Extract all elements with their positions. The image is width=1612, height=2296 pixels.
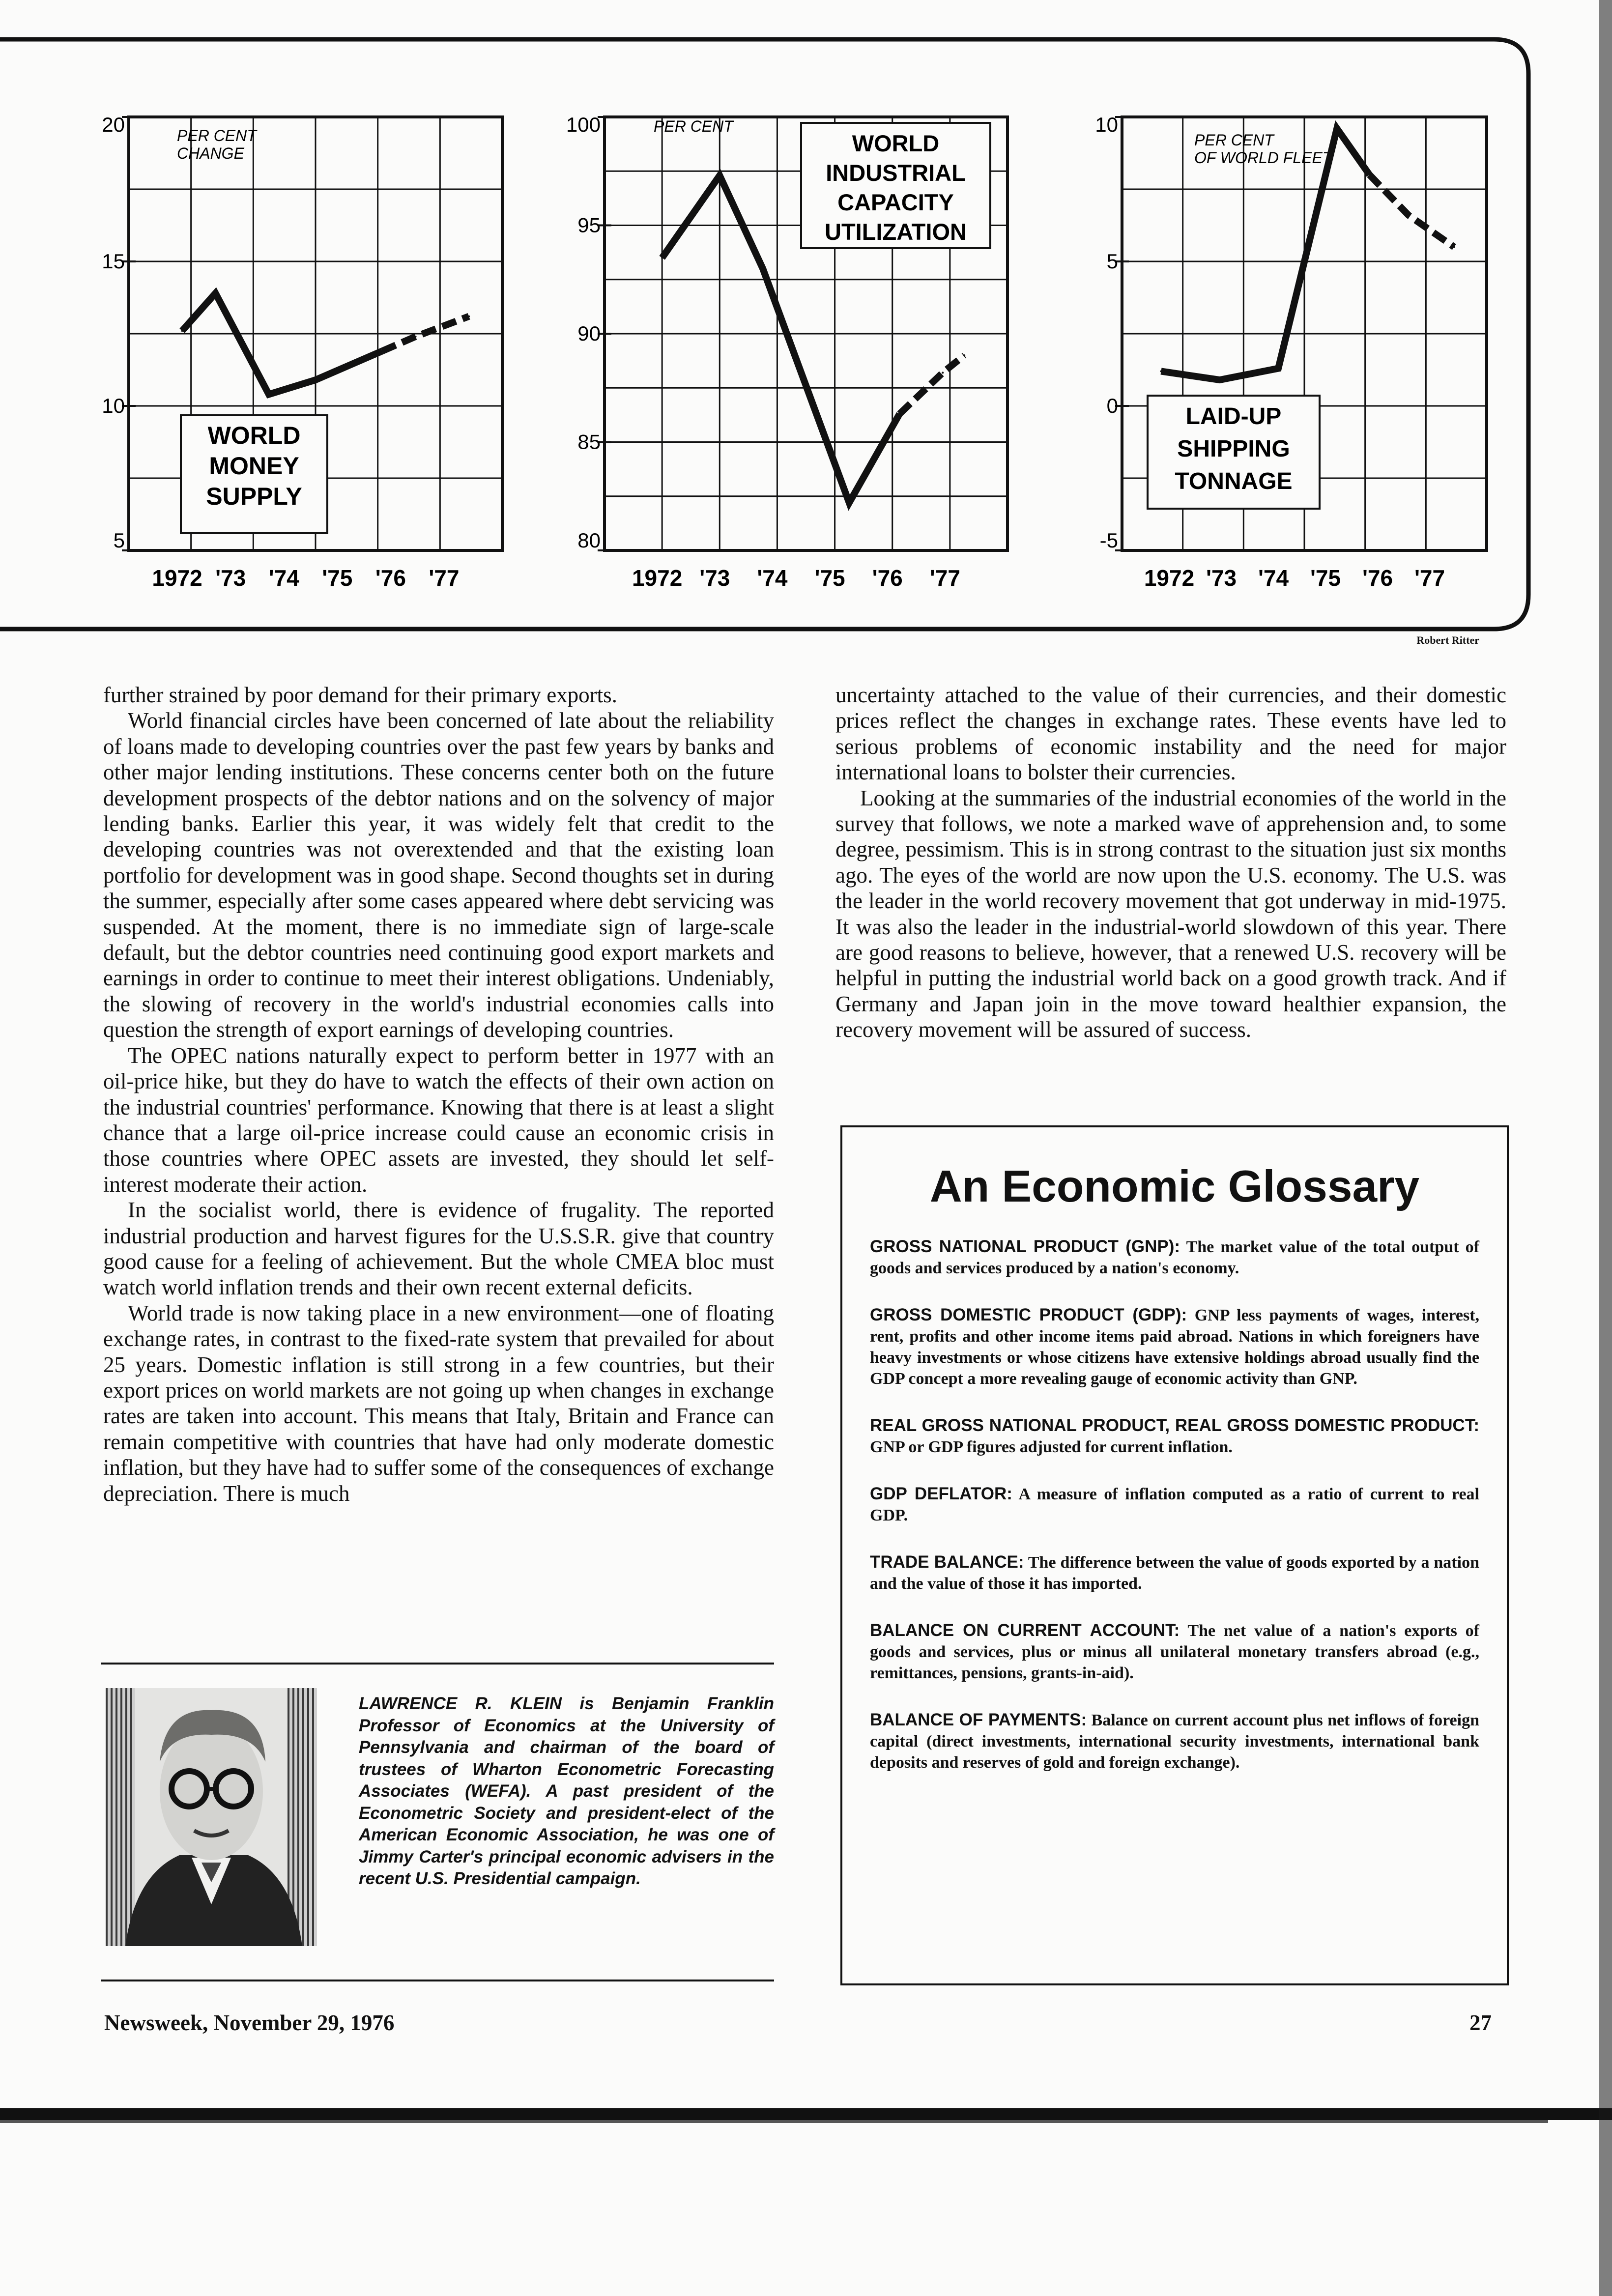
glossary-definition: GNP less payments of wages, interest, rent, profits and other income items paid abroad. Nations in which foreigners have heavy investments or whose citizens have extensive holdings abroad usually find the GDP concept a more revealing gauge of economic activity than GNP. [870, 1306, 1480, 1388]
article-left-column [103, 682, 774, 1506]
data-point [415, 336, 417, 338]
x-tick-label: 1972 [152, 565, 202, 591]
page-edge-shadow [1592, 0, 1612, 2296]
divider [101, 1980, 774, 1981]
series-line-projected [1370, 175, 1454, 247]
author-photo [106, 1688, 317, 1946]
y-tick-label: 5 [113, 529, 125, 552]
data-point [1369, 174, 1371, 176]
chart-title-line: MONEY [209, 452, 299, 480]
y-tick-label: 100 [566, 113, 601, 136]
x-tick-label: 1972 [1144, 565, 1195, 591]
glossary-term: REAL GROSS NATIONAL PRODUCT, REAL GROSS DOMESTIC PRODUCT: [870, 1416, 1479, 1435]
x-tick-label: '77 [929, 565, 960, 591]
x-tick-label: '76 [1362, 565, 1393, 591]
data-point [963, 354, 965, 356]
paragraph: further strained by poor demand for their primary exports. [103, 683, 617, 707]
paragraph: World trade is now taking place in a new environment—one of floating exchange rates, in contrast to the fixed-rate system that prevailed for about 25 years. Domestic inflation is still strong in a few countries, but their export prices on world markets are not going up when changes in exchange rates are taken into account. This means that Italy, Britain and France can remain competitive with countries that have had only moderate domestic inflation, but they have had to suffer some of the consequences of exchange depreciation. There is much [103, 1300, 774, 1506]
x-tick-label: '73 [1206, 565, 1237, 591]
glossary-entry [870, 1415, 1479, 1458]
paragraph: Looking at the summaries of the industrial economies of the world in the survey that follows, we note a marked wave of apprehension and, to some degree, pessimism. This is in strong contrast to the situation just six months ago. The eyes of the world are now upon the U.S. economy. The U.S. was the leader in the world recovery movement that got underway in mid-1975. It was also the leader in the industrial-world slowdown of this year. There are good reasons to believe, however, that a renewed U.S. recovery will be helpful in putting the industrial world back on a good growth track. And if Germany and Japan join in the move toward healthier expansion, the recovery movement will be assured of success. [835, 785, 1506, 1042]
chart-title-line: SHIPPING [1177, 436, 1290, 462]
x-tick-label: '75 [814, 565, 845, 591]
data-point [1277, 368, 1279, 370]
glossary-definition: The net value of a nation's exports of goods and services, plus or minus all unilateral monetary transfers abroad (e.g., remittances, pensions, grants-in-aid). [870, 1622, 1479, 1682]
data-point [1160, 370, 1162, 372]
chart-world-industrial-capacity-utilization [566, 113, 1008, 591]
data-point [762, 268, 764, 270]
glossary-term: BALANCE ON CURRENT ACCOUNT: [870, 1621, 1180, 1640]
data-point [1336, 128, 1338, 130]
chart-title-line: LAID-UP [1185, 403, 1282, 430]
y-tick-label: 0 [1106, 394, 1118, 417]
x-tick-label: '73 [215, 565, 246, 591]
article-right-column [835, 682, 1506, 1043]
chart-title-line: WORLD [207, 422, 301, 449]
author-bio: LAWRENCE R. KLEIN is Benjamin Franklin Professor of Economics at the University of Pennsylvania and chairman of the board of trustees of Wharton Econometric Forecasting Associates (WEFA). A past president of the Econometric Society and president-elect of the American Economic Association, he was one of Jimmy Carter's principal economic advisers in the recent U.S. Presidential campaign. [359, 1694, 774, 1888]
glossary-term: GDP DEFLATOR: [870, 1484, 1012, 1503]
glossary-entry [870, 1304, 1479, 1389]
series-line-projected [899, 355, 964, 414]
x-tick-label: '76 [375, 565, 406, 591]
data-point [181, 330, 183, 332]
glossary-list [870, 1236, 1479, 1799]
x-tick-label: '77 [1414, 565, 1445, 591]
glossary-definition: GNP or GDP figures adjusted for current inflation. [870, 1438, 1233, 1456]
data-point [942, 372, 944, 373]
data-point [898, 413, 900, 415]
axis-label: OF WORLD FLEET [1194, 149, 1332, 167]
data-point [719, 174, 720, 176]
bottom-rule [0, 2108, 1612, 2120]
chart-laid-up-shipping-tonnage [1095, 113, 1487, 591]
data-point [268, 393, 270, 395]
chart-title-line: SUPPLY [206, 483, 302, 510]
data-point [848, 502, 850, 504]
chart-title-line: CAPACITY [837, 189, 954, 215]
y-tick-label: 10 [102, 394, 125, 417]
glossary-entry [870, 1709, 1479, 1773]
data-point [1219, 379, 1221, 381]
axis-label: CHANGE [177, 144, 244, 162]
chart-world-money-supply [102, 113, 502, 591]
y-tick-label: 10 [1095, 113, 1118, 136]
x-tick-label: '76 [872, 565, 903, 591]
x-tick-label: '74 [268, 565, 299, 591]
y-tick-label: -5 [1099, 529, 1118, 552]
glossary-term: GROSS NATIONAL PRODUCT (GNP): [870, 1237, 1180, 1256]
chart-banner [0, 29, 1533, 639]
data-point [1408, 214, 1410, 216]
y-tick-label: 15 [102, 250, 125, 273]
glossary-entry [870, 1551, 1479, 1594]
glossary-entry [870, 1483, 1479, 1526]
axis-label: PER CENT [1194, 131, 1274, 149]
x-tick-label: '75 [1310, 565, 1341, 591]
y-tick-label: 85 [577, 430, 601, 454]
glossary-definition: The difference between the value of goods exported by a nation and the value of those it has imported. [870, 1553, 1479, 1593]
glossary-definition: The market value of the total output of goods and services produced by a nation's economy. [870, 1238, 1480, 1277]
axis-label: PER CENT [654, 117, 733, 135]
data-point [661, 257, 663, 259]
glossary-entry [870, 1236, 1479, 1279]
glossary-definition: Balance on current account plus net inflows of foreign capital (direct investments, international security investments, international bank deposits and reserves of gold and foreign exchange). [870, 1711, 1480, 1772]
y-tick-label: 5 [1106, 250, 1118, 273]
data-point [468, 316, 470, 317]
publication-footer: Newsweek, November 29, 1976 [104, 2010, 395, 2035]
chart-title-line: TONNAGE [1175, 468, 1293, 494]
chart-title-line: WORLD [852, 130, 940, 156]
paragraph: World financial circles have been concerned of late about the reliability of loans made to developing countries over the past few years by banks and other major lending institutions. These concerns center both on the future development prospects of the debtor nations and on the solvency of major lending banks. Earlier this year, it was widely felt that credit to the developing countries was not overextended and that the existing loan portfolio for development was in good shape. Second thoughts set in during the summer, especially after some cases appeared where debt servicing was suspended. At the moment, there is no immediate sign of large-scale default, but the debtor countries need continuing good export markets and earnings in order to continue to meet their interest obligations. Undeniably, the slowing of recovery in the world's industrial economies calls into question the strength of export earnings of developing countries. [103, 708, 774, 1042]
photo-credit: Robert Ritter [1416, 634, 1479, 646]
glossary-title: An Economic Glossary [929, 1162, 1420, 1211]
bottom-rule [0, 2120, 1548, 2123]
y-tick-label: 20 [102, 113, 125, 136]
x-tick-label: '77 [429, 565, 460, 591]
axis-label: PER CENT [177, 127, 257, 144]
data-point [214, 292, 216, 294]
glossary-entry [870, 1620, 1479, 1684]
chart-title-line: INDUSTRIAL [826, 160, 966, 186]
y-tick-label: 90 [577, 322, 601, 345]
paragraph: In the socialist world, there is evidence of frugality. The reported industrial production and harvest figures for the U.S.S.R. give that country good cause for a feeling of achievement. But the whole CMEA bloc must watch world inflation trends and their own recent external deficits. [103, 1198, 774, 1300]
page-number: 27 [1469, 2010, 1492, 2035]
x-tick-label: '74 [757, 565, 788, 591]
data-point [315, 379, 317, 381]
divider [101, 1663, 774, 1665]
glossary-term: GROSS DOMESTIC PRODUCT (GDP): [870, 1305, 1187, 1324]
glossary-term: TRADE BALANCE: [870, 1552, 1024, 1572]
paragraph: uncertainty attached to the value of their currencies, and their domestic prices reflect the changes in exchange rates. These events have led to serious problems of economic instability and the need for major international loans to bolster their currencies. [835, 683, 1506, 785]
y-tick-label: 80 [577, 529, 601, 552]
paragraph: The OPEC nations naturally expect to perform better in 1977 with an oil-price hike, but they do have to watch the effects of their own action on the industrial countries' performance. Knowing that there is at least a slight chance that a large oil-price increase could cause an economic crisis in those countries where OPEC assets are invested, they should let self-interest moderate their action. [103, 1043, 774, 1197]
glossary-term: BALANCE OF PAYMENTS: [870, 1710, 1087, 1729]
x-tick-label: '75 [322, 565, 353, 591]
x-tick-label: 1972 [632, 565, 683, 591]
x-tick-label: '73 [699, 565, 730, 591]
y-tick-label: 95 [577, 213, 601, 237]
data-point [381, 350, 383, 352]
glossary-definition: A measure of inflation computed as a ratio of current to real GDP. [870, 1485, 1479, 1524]
series-line-actual [182, 293, 382, 395]
chart-title-line: UTILIZATION [825, 219, 967, 245]
data-point [1453, 246, 1455, 248]
x-tick-label: '74 [1258, 565, 1289, 591]
